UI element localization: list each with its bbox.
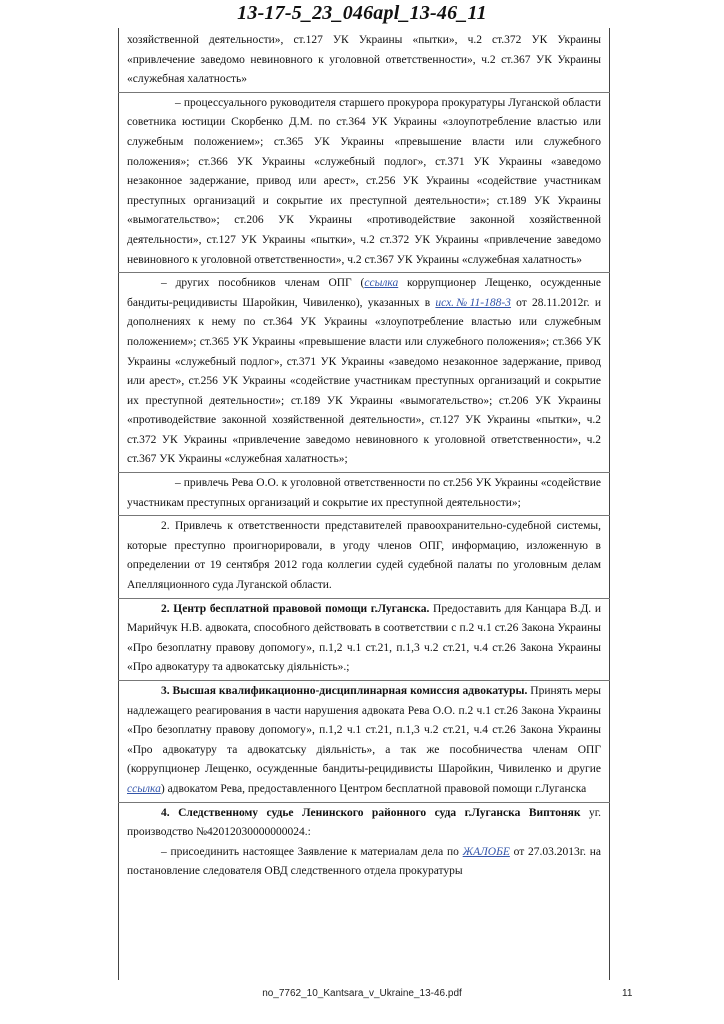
footer-filename: no_7762_10_Kantsara_v_Ukraine_13-46.pdf [262,988,462,999]
paragraph-4: – привлечь Рева О.О. к уголовной ответственности по ст.256 УК Украины «содействие участникам преступных организаций и сокрытие их преступной деятельности»; [127,477,601,509]
paragraph-7-text-a: Принять меры надлежащего реагирования в части нарушения адвоката Рева О.О. п.2 ч.1 ст.26 Закона Украины «Про безоплатну правову допомогу», п.1,2 ч.1 ст.21, п.1,3 ч.2 ст.21, ч.4 ст.26 Закона Украины «Про адвокатуру та адвокатську діяльність», а так же пособничества членам ОПГ (коррупционер Лещенко, осужденные бандиты-рецидивисты Шаройкин, Чивиленко и другие [127,685,601,776]
paragraph-3-text-c: от 28.11.2012г. и дополнениях к нему по ст.364 УК Украины «злоупотребление властью или служебным положением»; ст.365 УК Украины «превышение власти или служебного положения»; ст.366 УК Украины «служебный подлог», ст.371 УК Украины «заведомо незаконное задержание, привод или арест», ст.256 УК Украины «содействие участникам преступных организаций и сокрытие их преступной деятельности»; ст.189 УК Украины «вымогательство»; ст.206 УК Украины «противодействие законной хозяйственной деятельности», ст.127 УК Украины «пытки», ч.2 ст.372 УК Украины «привлечение заведомо невиновного к уголовной ответственности», ч.2 ст.367 УК Украины «служебная халатность»; [127,296,601,466]
paragraph-9-text-a: – присоединить настоящее Заявление к материалам дела по [161,845,463,858]
paragraph-9 [127,843,601,882]
reference-link[interactable]: ссылка [364,277,399,290]
paragraph-9-text-b: от 27.03.2013г. на постановление следователя ОВД следственного отдела прокуратуры [127,845,601,878]
page-number: 11 [622,988,633,999]
section-heading-investigating-judge: 4. Следственному судье Ленинского районного суда г.Луганска Виптоняк [161,806,581,819]
paragraph-5: 2. Привлечь к ответственности представителей правоохранительно-судебной системы, которые преступно проигнорировали, в угоду членов ОПГ, информацию, изложенную в определении от 19 сентября 2012 года коллегии судей судебной палаты по уголовным делам Апелляционного суда Луганской области. [127,520,601,592]
paragraph-8-text: уг. производство №42012030000000024.: [127,806,601,839]
paragraph-1: хозяйственной деятельности», ст.127 УК Украины «пытки», ч.2 ст.372 УК Украины «привлечение заведомо невиновного к уголовной ответственности», ч.2 ст.367 УК Украины «служебная халатность» [127,34,601,86]
paragraph-7 [127,682,601,800]
outgoing-letter-link[interactable]: исх.№11-188-3 [435,296,511,309]
paragraph-6-text: Предоставить для Канцара В.Д. и Марийчук Н.В. адвоката, способного действовать в соответствии с п.2 ч.1 ст.26 Закона Украины «Про безоплатну правову допомогу», п.1,2 ч.1 ст.21, п.1,3 ч.2 ст.21, ч.4 ст.26 Закона Украины «Про адвокатуру та адвокатську діяльність».; [127,602,601,674]
divider [118,92,610,93]
section-heading-legal-aid: 2. Центр бесплатной правовой помощи г.Луганска. [161,602,430,615]
document-body [127,31,601,882]
paragraph-2: – процессуального руководителя старшего прокурора прокуратуры Луганской области советника юстиции Скорбенко Д.М. по ст.364 УК Украины «злоупотребление властью или служебным положением»; ст.365 УК Украины «превышение власти или служебного положения»; ст.366 УК Украины «служебный подлог», ст.371 УК Украины «заведомо незаконное задержание, привод или арест», ст.256 УК Украины «содействие участникам преступных организаций и сокрытие их преступной деятельности»; ст.189 УК Украины «вымогательство»; ст.206 УК Украины «противодействие законной хозяйственной деятельности», ст.127 УК Украины «пытки», ч.2 ст.372 УК Украины «привлечение заведомо невиновного к уголовной ответственности», ч.2 ст.367 УК Украины «служебная халатность» [127,96,601,266]
divider [118,802,610,803]
section-heading-bar-commission: 3. Высшая квалификационно-дисциплинарная комиссия адвокатуры. [161,685,528,697]
paragraph-3-text-a: – других пособников членам ОПГ ( [161,277,365,290]
paragraph-7-text-b: ) адвокатом Рева, предоставленного Центром бесплатной правовой помощи г.Луганска [160,782,587,795]
reference-link[interactable]: ссылка [127,782,161,795]
paragraph-6 [127,600,601,678]
divider [118,598,610,599]
paragraph-3 [127,274,601,470]
paragraph-3-text-b: коррупционер Лещенко, осужденные бандиты-рецидивисты Шаройкин, Чивиленко), указанных в [127,277,601,309]
paragraph-8 [127,804,601,843]
complaint-link[interactable]: ЖАЛОБЕ [462,845,510,858]
document-header-title: 13-17-5_23_046apl_13-46_11 [237,2,487,24]
divider [118,680,610,681]
divider [118,472,610,473]
divider [118,272,610,273]
divider [118,515,610,516]
